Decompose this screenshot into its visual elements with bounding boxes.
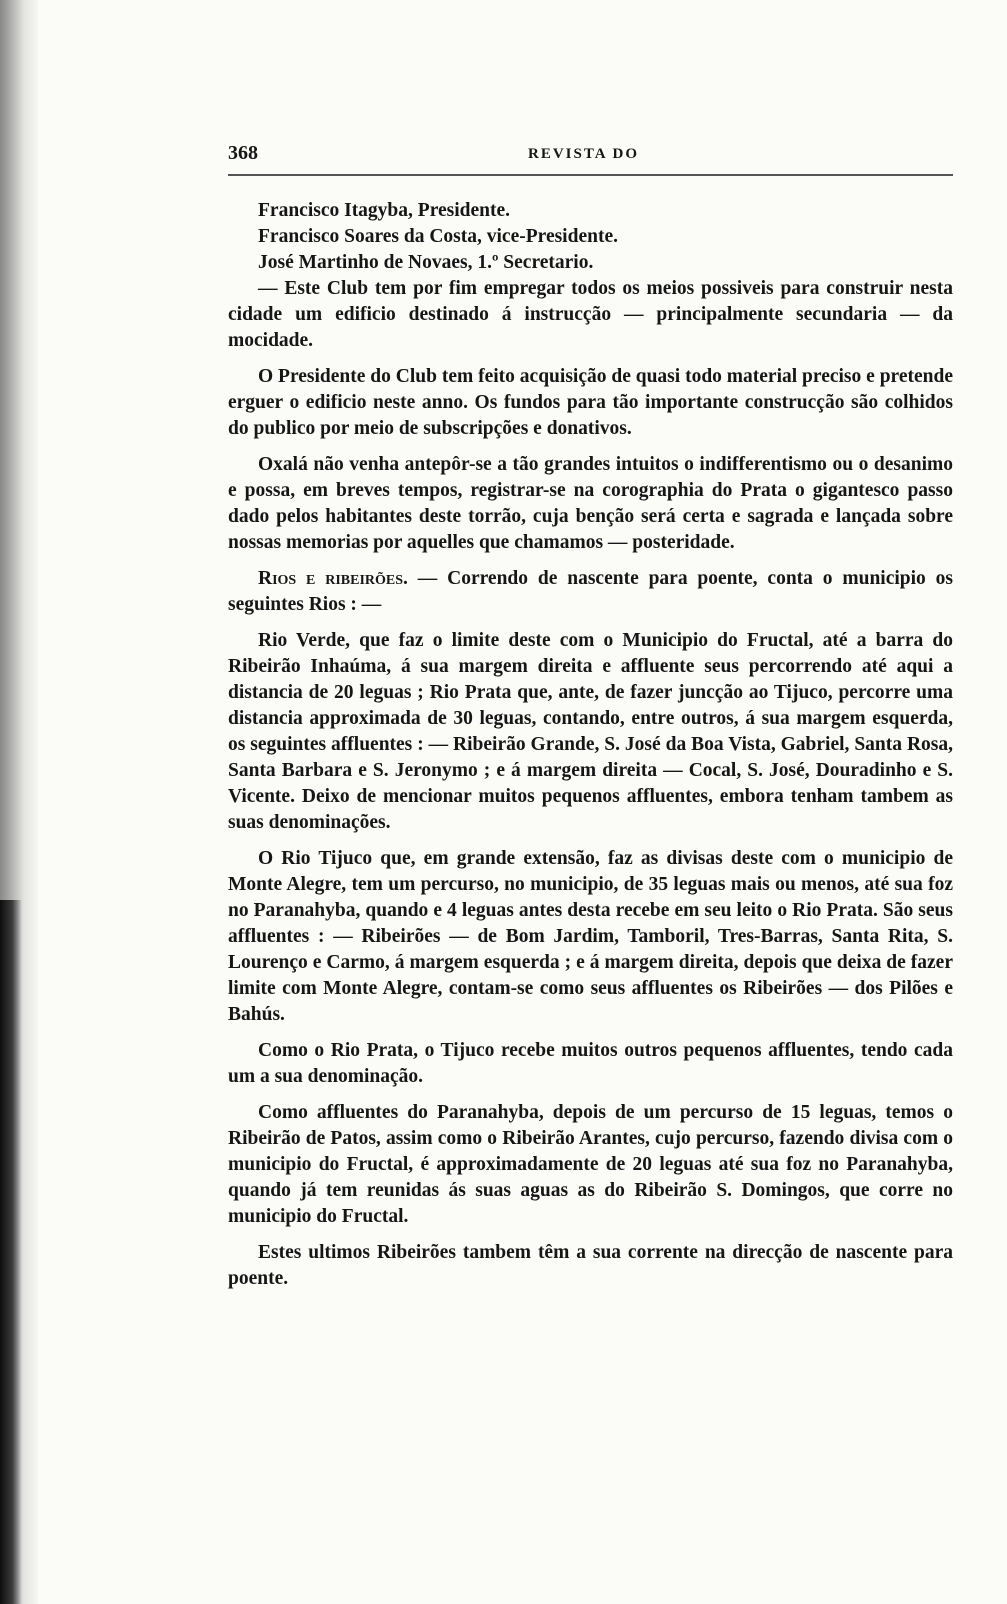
document-page [228,136,953,1302]
paragraph-rio-verde: Rio Verde, que faz o limite deste com o Municipio do Fructal, até a barra do Ribeirão Inhaúma, á sua margem direita e affluente seus percorrendo até aqui a distancia de 20 leguas ; Rio Prata que, ante, de fazer juncção ao Tijuco, percorre uma distancia approximada de 30 leguas, contando, entre outros, á sua margem esquerda, os seguintes affluentes : — Ribeirão Grande, S. José da Boa Vista, Gabriel, Santa Rosa, Santa Barbara e S. Jeronymo ; e á margem direita — Cocal, S. José, Douradinho e S. Vicente. Deixo de mencionar muitos pequenos affluentes, embora tenham tambem as suas denominações. [228,630,953,833]
officer-line-vice-president: Francisco Soares da Costa, vice-Presidente. [258,226,618,247]
rios-intro-text: — Correndo de nascente para poente, conta o municipio os seguintes Rios : — [228,568,953,615]
body-text [228,198,953,1292]
paragraph-paranahyba-affluents: Como affluentes do Paranahyba, depois de um percurso de 15 leguas, temos o Ribeirão de Patos, assim como o Ribeirão Arantes, cujo percurso, fazendo divisa com o municipio do Fructal, é approximadamente de 20 leguas até sua foz no Paranahyba, quando já tem reunidas ás suas aguas as do Ribeirão S. Domingos, que corre no municipio do Fructal. [228,1102,953,1227]
paragraph-rios-intro [228,566,953,618]
officer-line-president: Francisco Itagyba, Presidente. [258,200,511,221]
paragraph-oxala: Oxalá não venha antepôr-se a tão grandes intuitos o indifferentismo ou o desanimo e possa, em breves tempos, registrar-se na corographia do Prata o gigantesco passo dado pelos habitantes deste torrão, cuja benção será certa e sagrada e lançada sobre nossas memorias por aquelles que chamamos — posteridade. [228,454,953,553]
paragraph-tijuco-affluents: Como o Rio Prata, o Tijuco recebe muitos outros pequenos affluentes, tendo cada um a sua denominação. [228,1040,953,1087]
running-head: REVISTA DO [528,146,639,162]
page-number: 368 [228,142,258,164]
paragraph-rio-tijuco: O Rio Tijuco que, em grande extensão, faz as divisas deste com o municipio de Monte Alegre, tem um percurso, no municipio, de 35 leguas mais ou menos, até sua foz no Paranahyba, quando e 4 leguas antes desta recebe em seu leito o Rio Prata. São seus affluentes : — Ribeirões — de Bom Jardim, Tamboril, Tres-Barras, Santa Rita, S. Lourenço e Carmo, á margem esquerda ; e á margem direita, depois que deixa de fazer limite com Monte Alegre, contam-se como seus affluentes os Ribeirões — dos Pilões e Bahús. [228,848,953,1025]
section-heading-rios: Rios e ribeirões. [258,568,408,589]
officer-line-secretary: José Martinho de Novaes, 1.º Secretario. [258,252,594,273]
scan-binding-edge [0,900,22,1604]
paragraph-club-president: O Presidente do Club tem feito acquisição de quasi todo material preciso e pretende erguer o edificio neste anno. Os fundos para tão importante construcção são colhidos do publico por meio de subscripções e donativos. [228,366,953,439]
paragraph-ribeiroes-direction: Estes ultimos Ribeirões tambem têm a sua corrente na direcção de nascente para poente. [228,1242,953,1289]
paragraph-club-purpose: — Este Club tem por fim empregar todos os meios possiveis para construir nesta cidade um edificio destinado á instrucção — principalmente secundaria — da mocidade. [228,278,953,351]
page-header [228,136,953,176]
